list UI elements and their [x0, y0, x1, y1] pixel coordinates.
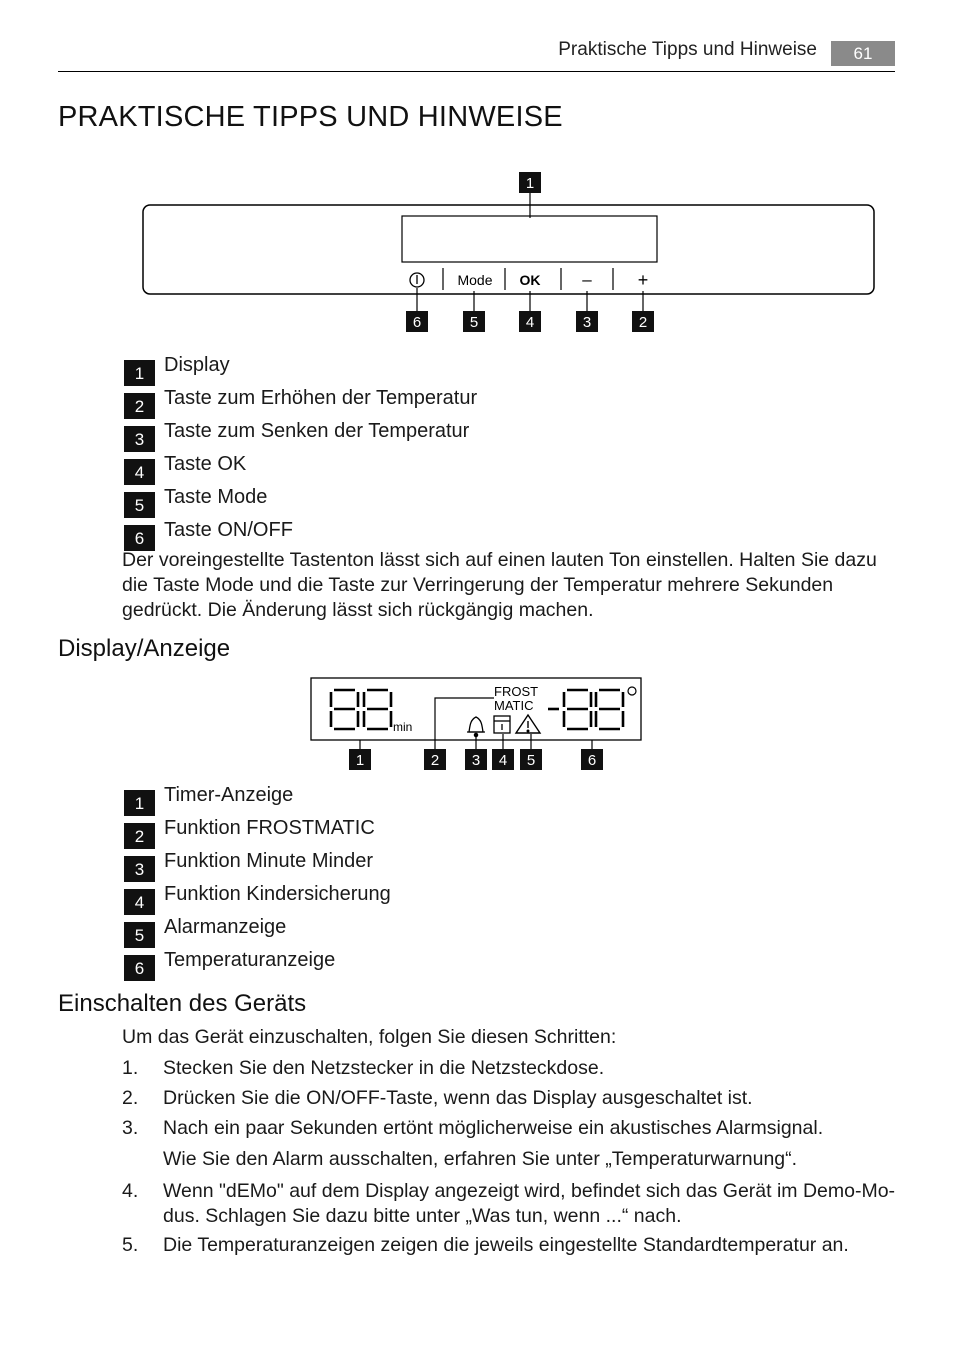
legend-label: Funktion FROSTMATIC: [164, 817, 375, 839]
legend-label: Taste ON/OFF: [164, 519, 293, 541]
legend-label: Funktion Minute Minder: [164, 850, 373, 872]
callout-number: 3: [582, 314, 592, 331]
legend-number: 1: [124, 790, 155, 816]
step-number: 1.: [122, 1057, 139, 1079]
step-text: Wenn "dEMo" auf dem Display angezeigt wird, befindet sich das Gerät im Demo-Mo-dus. Schlagen Sie dazu bitte unter „Was tun, wenn ...“ nach.: [163, 1180, 896, 1227]
callout-number: 2: [430, 752, 440, 769]
callout-number: 3: [471, 752, 481, 769]
timer-digits: [331, 690, 391, 729]
legend-number: 5: [124, 922, 155, 948]
legend-number: 2: [124, 823, 155, 849]
ok-button-label: OK: [519, 272, 541, 288]
step-number: 4.: [122, 1180, 139, 1202]
legend-label: Timer-Anzeige: [164, 784, 294, 806]
step-note: Wie Sie den Alarm ausschalten, erfahren Sie unter „Temperaturwarnung“.: [163, 1148, 798, 1170]
legend-number: 3: [124, 856, 155, 882]
timer-unit-label: min: [393, 720, 413, 734]
legend-number: 2: [124, 393, 155, 419]
minus-button-label: –: [582, 270, 592, 289]
callout-number: 1: [525, 175, 535, 192]
keytone-paragraph: Der voreingestellte Tastenton lässt sich auf einen lauten Ton einstellen. Halten Sie dazu die Taste Mode und die Taste zur Verringerung der Temperatur mehrere Sekunden gedrückt. Die Änderung lässt sich rückgängig machen.: [122, 549, 877, 621]
legend-label: Taste OK: [164, 453, 247, 475]
legend-label: Funktion Kindersicherung: [164, 883, 391, 905]
step-text: Nach ein paar Sekunden ertönt möglicherweise ein akustisches Alarmsignal.: [163, 1117, 824, 1139]
legend-number: 5: [124, 492, 155, 518]
control-panel-outline: [143, 205, 874, 294]
callout-number: 5: [526, 752, 536, 769]
legend-label: Temperaturanzeige: [164, 949, 336, 971]
legend-number: 4: [124, 459, 155, 485]
legend-label: Display: [164, 354, 230, 376]
plus-button-label: +: [637, 270, 649, 290]
step-number: 5.: [122, 1234, 139, 1256]
callout-number: 2: [638, 314, 648, 331]
frostmatic-label-line1: FROST: [494, 684, 539, 699]
callout-number: 6: [587, 752, 597, 769]
section-heading-display: Display/Anzeige: [58, 635, 231, 662]
bell-icon: [467, 717, 485, 737]
frostmatic-label-line2: MATIC: [494, 698, 534, 713]
step-number: 2.: [122, 1087, 139, 1109]
display-outline: [311, 678, 641, 740]
legend-label: Alarmanzeige: [164, 916, 287, 938]
temperature-digits: [548, 690, 623, 729]
legend-number: 6: [124, 955, 155, 981]
page-title: PRAKTISCHE TIPPS UND HINWEISE: [58, 101, 563, 133]
running-header-title: Praktische Tipps und Hinweise: [558, 39, 817, 60]
display-diagram: [300, 670, 660, 776]
section-heading-power-on: Einschalten des Geräts: [58, 990, 307, 1017]
callout-number: 5: [469, 314, 479, 331]
legend-label: Taste zum Erhöhen der Temperatur: [164, 387, 478, 409]
degree-symbol-icon: [628, 687, 636, 695]
step-text: Drücken Sie die ON/OFF-Taste, wenn das Display ausgeschaltet ist.: [163, 1087, 753, 1109]
callout-number: 4: [525, 314, 535, 331]
warning-icon: [516, 715, 540, 733]
legend-number: 1: [124, 360, 155, 386]
leader-line: [435, 698, 494, 750]
step-text: Die Temperaturanzeigen zeigen die jeweils eingestellte Standardtemperatur an.: [163, 1234, 849, 1256]
legend-label: Taste Mode: [164, 486, 268, 508]
steps-intro: Um das Gerät einzuschalten, folgen Sie diesen Schritten:: [122, 1026, 617, 1048]
mode-button-label: Mode: [457, 272, 493, 288]
child-lock-icon: [494, 716, 510, 733]
display-window: [402, 216, 657, 262]
legend-number: 4: [124, 889, 155, 915]
callout-number: 4: [498, 752, 508, 769]
legend-label: Taste zum Senken der Temperatur: [164, 420, 470, 442]
step-number: 3.: [122, 1117, 139, 1139]
callout-number: 6: [412, 314, 422, 331]
control-panel-diagram: [0, 0, 954, 340]
page-number: 61: [831, 41, 895, 66]
callout-number: 1: [355, 752, 365, 769]
power-icon: [410, 273, 424, 287]
legend-number: 3: [124, 426, 155, 452]
legend-number: 6: [124, 525, 155, 551]
step-text: Stecken Sie den Netzstecker in die Netzsteckdose.: [163, 1057, 605, 1079]
